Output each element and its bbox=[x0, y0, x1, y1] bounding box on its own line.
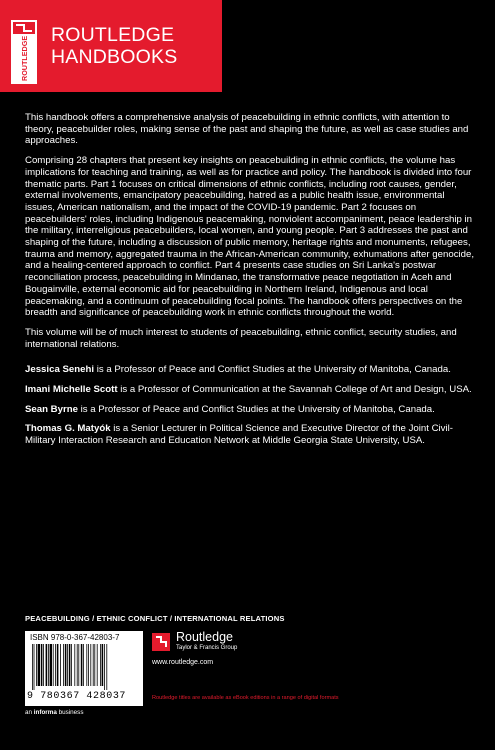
barcode-bar bbox=[71, 644, 72, 686]
barcode-bar bbox=[38, 644, 40, 686]
barcode-bar bbox=[69, 644, 71, 686]
barcode-bar bbox=[74, 644, 75, 686]
barcode-bar bbox=[34, 644, 35, 690]
author-bio-text: is a Professor of Communication at the Savannah College of Art and Design, USA. bbox=[117, 384, 472, 396]
ebook-note: Routledge titles are available as eBook editions in a range of digital formats bbox=[152, 695, 339, 701]
publisher-url[interactable]: www.routledge.com bbox=[152, 659, 214, 666]
barcode-bar bbox=[43, 644, 44, 686]
informa-prefix: an bbox=[25, 709, 34, 716]
barcode-bar bbox=[81, 644, 83, 686]
barcode-bar bbox=[102, 644, 104, 686]
description-paragraph-2: Comprising 28 chapters that present key insights on peacebuilding in ethnic conflicts, the volume has implications for teaching and training, as well as for practice and policy. The handbook is divided into four thematic parts. Part 1 focuses on critical dimensions of ethnic conflicts, including root causes, gender, external involvements, emancipatory peacebuilding, hatred as a public health issue, environmental issues, American nationalism, and the impact of the COVID-19 pandemic. Part 2 focuses on peacebuilders' roles, including Indigenous peacemaking, nonviolent accompaniment, peace leadership in the military, interreligious peacebuilders, local women, and young people. Part 3 addresses the past and shaping of the future, including a discussion of public memory, heritage rights and monuments, refugees, trauma and memory, aggregated trauma in the African-American community, exhumations after genocide, and a healing-centered approach to conflict. Part 4 presents case studies on Sri Lanka's postwar reconciliation process, peacebuilding in Mindanao, the transformative peace negotiation in Aceh and Bougainville, external economic aid for peacebuilding in Northern Ireland, Indigenous and local peacemaking, and a continuum of peacebuilding focal points. The handbook offers perspectives on the breadth and significance of peacebuilding work in ethnic conflicts throughout the world. bbox=[25, 155, 475, 319]
author-bio-text: is a Senior Lecturer in Political Science and Executive Director of the Joint Civil-Military Interaction Research and Education Network at Middle Georgia State University, USA. bbox=[25, 423, 453, 447]
barcode-bar bbox=[65, 644, 67, 686]
barcode-bar bbox=[106, 644, 107, 690]
barcode-icon bbox=[30, 644, 138, 690]
barcode-bar bbox=[50, 644, 52, 686]
brand-title bbox=[51, 24, 177, 68]
barcode-bar bbox=[48, 644, 49, 686]
brand-line-2: HANDBOOKS bbox=[51, 46, 178, 68]
barcode-bar bbox=[83, 644, 84, 686]
routledge-small-logo-icon bbox=[152, 633, 170, 651]
svg-text:ROUTLEDGE: ROUTLEDGE bbox=[20, 35, 29, 81]
author-bio-text: is a Professor of Peace and Conflict Studies at the University of Manitoba, Canada. bbox=[77, 403, 435, 415]
barcode-bar bbox=[94, 644, 95, 686]
barcode-bar bbox=[60, 644, 61, 686]
routledge-logo-icon bbox=[11, 20, 37, 84]
barcode-digits: 9 780367 428037 bbox=[27, 691, 127, 702]
barcode-bar bbox=[77, 644, 78, 686]
author-name: Sean Byrne bbox=[25, 403, 78, 415]
barcode-bar bbox=[41, 644, 43, 686]
barcode-bar bbox=[93, 644, 94, 686]
author-bios bbox=[25, 364, 475, 447]
barcode-bar bbox=[46, 644, 48, 686]
barcode-bar bbox=[78, 644, 79, 686]
author-bio bbox=[25, 404, 475, 416]
author-bio-text: is a Professor of Peace and Conflict Studies at the University of Manitoba, Canada. bbox=[94, 364, 451, 376]
barcode-box bbox=[25, 631, 143, 706]
barcode-bar bbox=[53, 644, 54, 686]
barcode-bar bbox=[97, 644, 98, 686]
description-paragraph-3: This volume will be of much interest to students of peacebuilding, ethnic conflict, security studies, and international relations. bbox=[25, 326, 457, 350]
author-bio bbox=[25, 364, 475, 376]
author-name: Imani Michelle Scott bbox=[25, 384, 118, 396]
barcode-bar bbox=[63, 644, 64, 686]
barcode-bar bbox=[57, 644, 59, 686]
barcode-bar bbox=[55, 644, 56, 686]
barcode-bar bbox=[88, 644, 89, 686]
informa-suffix: business bbox=[56, 709, 84, 716]
informa-line bbox=[25, 709, 83, 716]
brand-box bbox=[0, 0, 222, 92]
barcode-bar bbox=[100, 644, 101, 686]
barcode-bar bbox=[104, 644, 105, 690]
description-paragraph-1: This handbook offers a comprehensive analysis of peacebuilding in ethnic conflicts, with attention to theory, peacebuilder roles, making sense of the past and shaping the future, as well as case studies and approaches. bbox=[25, 112, 469, 147]
barcode-bar bbox=[67, 644, 68, 686]
author-bio bbox=[25, 423, 475, 446]
author-bio bbox=[25, 384, 475, 396]
barcode-bar bbox=[86, 644, 87, 686]
barcode-bar bbox=[36, 644, 37, 686]
barcode-bar bbox=[32, 644, 33, 690]
header bbox=[0, 0, 495, 92]
isbn-label: ISBN 978-0-367-42803-7 bbox=[30, 633, 120, 642]
subject-categories: PEACEBUILDING / ETHNIC CONFLICT / INTERNATIONAL RELATIONS bbox=[25, 614, 285, 623]
informa-brand: informa bbox=[33, 709, 57, 716]
author-name: Thomas G. Matyók bbox=[25, 423, 111, 435]
publisher-name: Routledge bbox=[176, 630, 233, 644]
publisher-subtitle: Taylor & Francis Group bbox=[176, 645, 238, 651]
back-cover-text bbox=[25, 112, 475, 455]
brand-line-1: ROUTLEDGE bbox=[51, 24, 175, 46]
barcode-bar bbox=[90, 644, 91, 686]
author-name: Jessica Senehi bbox=[25, 364, 95, 376]
